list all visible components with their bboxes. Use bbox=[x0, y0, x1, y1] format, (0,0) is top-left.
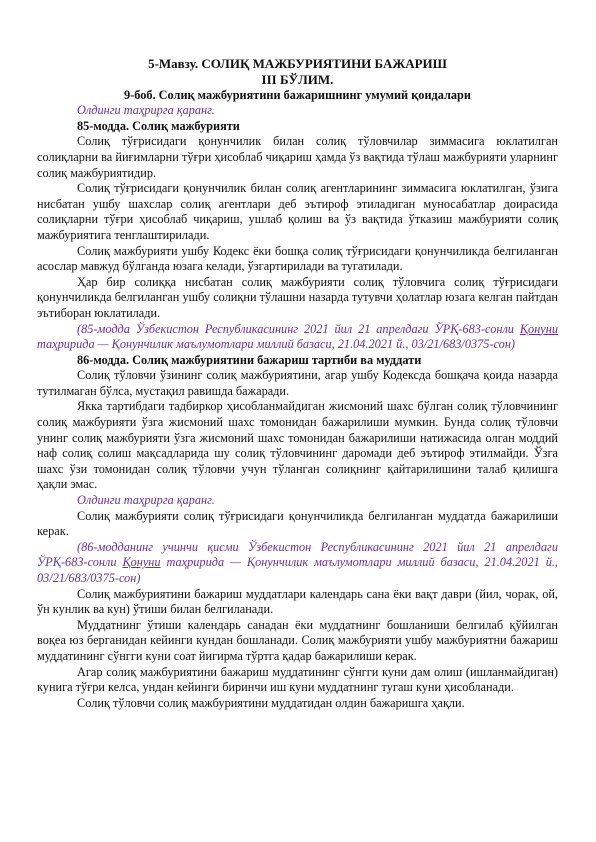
note-text: таҳририда — Қонунчилик маълумотлари миллий базаси, 21.04.2021 й., 03/21/683/0375-сон) bbox=[37, 337, 516, 352]
article-86-paragraph: Агар солиқ мажбуриятини бажариш муддатининг сўнгги куни дам олиш (ишланмайдиган) кунига тўғри келса, ундан кейинги биринчи иш куни муддатнинг тугаш куни ҳисобланади. bbox=[37, 664, 558, 695]
note-text: таҳририда — Қонунчилик маълумотлари миллий базаси, 21.04.2021 й., 03/21/683/0375-сон) bbox=[37, 555, 558, 585]
article-86-paragraph: Солиқ тўловчи ўзининг солиқ мажбуриятини, агар ушбу Кодексда бошқача қоида назарда тутилмаган бўлса, мустақил равишда бажаради. bbox=[37, 368, 558, 398]
article-86-heading: 86-модда. Солиқ мажбуриятини бажариш тартиби ва муддати bbox=[77, 352, 422, 367]
section-title: III БЎЛИМ. bbox=[261, 71, 334, 87]
note-text: (85-модда Ўзбекистон Республикасининг 2021 йил 21 апрелдаги ЎРҚ-683-сонли bbox=[77, 321, 520, 336]
topic-title: 5-Мавзу. СОЛИҚ МАЖБУРИЯТИНИ БАЖАРИШ bbox=[148, 56, 447, 71]
article-86-amendment-note bbox=[37, 540, 558, 587]
previous-edition-link[interactable]: Олдинги таҳрирга қаранг. bbox=[77, 493, 215, 508]
article-86-paragraph: Солиқ тўловчи солиқ мажбуриятини муддатидан олдин бажаришга ҳақли. bbox=[77, 695, 465, 710]
chapter-title: 9-боб. Солиқ мажбуриятини бажаришнинг умумий қоидалари bbox=[124, 88, 471, 103]
article-86-paragraph: Муддатнинг ўтиши календарь санадан ёки муддатнинг бошланиши белгилаб қўйилган воқеа юз берганидан кейинги кундан бошланади. Солиқ мажбурияти ушбу мажбуриятни бажариш муддатининг сўнгги куни соат йигирма тўртга қадар бажарилиши керак. bbox=[37, 617, 558, 663]
note-text: (86-модданинг учинчи қисми Ўзбекистон Республикасининг 2021 йил 21 апрелдаги ЎРҚ-683-сонли bbox=[37, 539, 558, 570]
article-86-paragraph: Солиқ мажбурияти солиқ тўғрисидаги қонунчиликда белгиланган муддатда бажарилиши керак. bbox=[37, 508, 558, 539]
article-85-paragraph: Солиқ тўғрисидаги қонунчилик билан солиқ агентларининг зиммасига юклатилган, ўзига нисбатан ушбу шахслар солиқ агентлари деб эътироф этиладиган муносабатлар доирасида солиқларни тўғри ҳисоблаб чиқариш, ушлаб қолиш ва ўз вақтида ўтказиш мажбурияти солиқ мажбуриятига тенглаштирилади. bbox=[37, 181, 558, 242]
document-body bbox=[37, 56, 558, 711]
law-link[interactable]: Қонуни bbox=[519, 321, 558, 336]
previous-edition-link[interactable]: Олдинги таҳрирга қаранг. bbox=[77, 103, 215, 118]
article-86-paragraph: Якка тартибдаги тадбиркор ҳисобланмайдиган жисмоний шахс бўлган солиқ тўловчининг солиқ мажбурияти ўзга жисмоний шахс томонидан бажарилиши мумкин. Бунда солиқ тўловчи унинг солиқ мажбурияти ўзга жисмоний шахс томонидан бажарилиши натижасида олган моддий наф солиқ солиш мақсадларида шу солиқ тўловчининг даромади деб эътироф этилмайди. Ўзга шахс ўзи томонидан солиқ тўловчи учун тўланган солиқнинг қайтарилишини талаб қилишга ҳақли эмас. bbox=[37, 399, 558, 492]
article-86-paragraph: Солиқ мажбуриятини бажариш муддатлари календарь сана ёки вақт даври (йил, чорак, ой, ўн кунлик ва кун) ўтиши билан белгиланади. bbox=[37, 586, 558, 617]
law-link[interactable]: Қонуни bbox=[122, 555, 161, 570]
article-85-heading: 85-модда. Солиқ мажбурияти bbox=[77, 118, 240, 133]
article-85-paragraph: Солиқ мажбурияти ушбу Кодекс ёки бошқа солиқ тўғрисидаги қонунчиликда белгиланган асослар мавжуд бўлганда юзага келади, ўзгартирилади ва тугатилади. bbox=[37, 243, 558, 274]
article-85-paragraph: Солиқ тўғрисидаги қонунчилик билан солиқ тўловчилар зиммасига юклатилган солиқларни ва йиғимларни тўғри ҳисоблаб чиқариш ҳамда ўз вақтида тўлаш мажбурияти уларнинг солиқ мажбуриятидир. bbox=[37, 134, 558, 180]
article-85-paragraph: Ҳар бир солиққа нисбатан солиқ мажбурияти солиқ тўловчига солиқ тўғрисидаги қонунчиликда белгиланган ушбу солиқни тўлашни назарда тутувчи ҳолатлар юзага келган пайтдан эътиборан юклатилади. bbox=[37, 274, 558, 320]
article-85-amendment-note bbox=[37, 322, 558, 353]
